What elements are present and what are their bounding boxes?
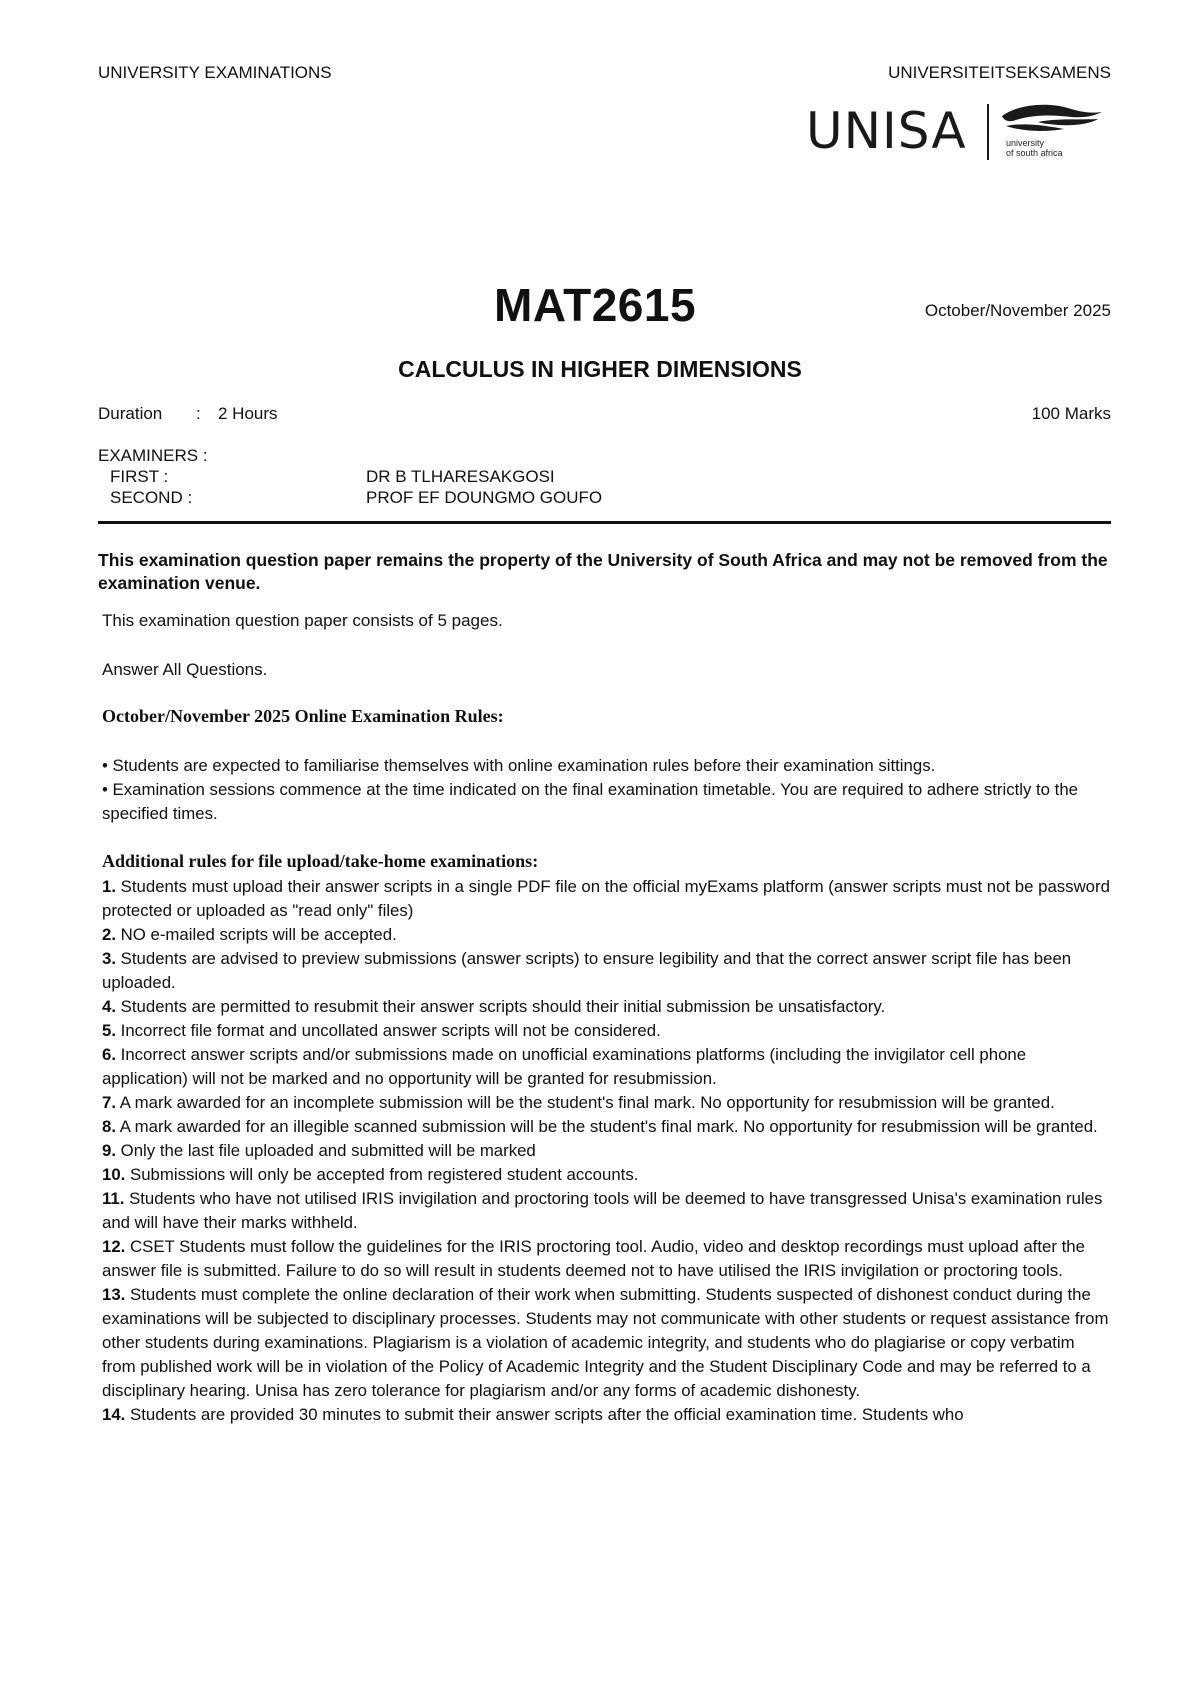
logo-wordmark: UNISA	[806, 102, 967, 160]
duration-value: 2 Hours	[218, 404, 278, 423]
rule-number: 11.	[102, 1189, 125, 1208]
list-item	[102, 1019, 1110, 1043]
second-examiner-name: PROF EF DOUNGMO GOUFO	[366, 488, 603, 507]
first-examiner-label: FIRST :	[110, 467, 169, 486]
pages-note: This examination question paper consists of 5 pages.	[102, 611, 503, 630]
rule-number: 3.	[102, 949, 116, 968]
rule-text: Students are provided 30 minutes to submit their answer scripts after the official examination time. Students who	[130, 1405, 964, 1424]
logo-sub-line2: of south africa	[1006, 148, 1063, 158]
rule-number: 8.	[102, 1117, 116, 1136]
rule-number: 14.	[102, 1405, 126, 1424]
list-item	[102, 1235, 1110, 1283]
rule-text: Students must upload their answer scripts in a single PDF file on the official myExams platform (answer scripts must not be password protected or uploaded as "read only" files)	[102, 877, 1110, 920]
rule-text: Students who have not utilised IRIS invigilation and proctoring tools will be deemed to have transgressed Unisa's examination rules and will have their marks withheld.	[102, 1189, 1103, 1232]
rule-text: A mark awarded for an illegible scanned submission will be the student's final mark. No opportunity for resubmission will be granted.	[119, 1117, 1098, 1136]
rule-number: 5.	[102, 1021, 116, 1040]
list-item	[102, 1115, 1110, 1139]
rule-number: 10.	[102, 1165, 126, 1184]
list-item	[102, 754, 1110, 778]
list-item	[102, 1283, 1110, 1403]
logo-divider	[987, 104, 989, 160]
header-left: UNIVERSITY EXAMINATIONS	[98, 63, 332, 82]
additional-rules-heading: Additional rules for file upload/take-home examinations:	[102, 851, 539, 871]
rule-text: CSET Students must follow the guidelines for the IRIS proctoring tool. Audio, video and desktop recordings must upload after the answer file is submitted. Failure to do so will result in students deemed not to have utilised the IRIS invigilation or proctoring tools.	[102, 1237, 1085, 1280]
rule-number: 12.	[102, 1237, 126, 1256]
rule-text: Only the last file uploaded and submitted will be marked	[120, 1141, 536, 1160]
list-item	[102, 923, 1110, 947]
additional-rules-list	[102, 875, 1110, 1427]
rule-number: 7.	[102, 1093, 116, 1112]
list-item	[102, 1043, 1110, 1091]
exam-date: October/November 2025	[924, 301, 1111, 320]
rule-number: 2.	[102, 925, 116, 944]
bullet-icon: •	[102, 756, 113, 775]
list-item	[102, 1187, 1110, 1235]
list-item	[102, 1163, 1110, 1187]
rule-text: Incorrect answer scripts and/or submissions made on unofficial examinations platforms (including the invigilator cell phone application) will not be marked and no opportunity will be granted for resubmission.	[102, 1045, 1027, 1088]
unisa-logo	[806, 100, 1110, 162]
list-item	[102, 778, 1110, 826]
rule-number: 1.	[102, 877, 116, 896]
rule-text: Submissions will only be accepted from registered student accounts.	[130, 1165, 639, 1184]
duration-separator: :	[196, 404, 201, 423]
list-item	[102, 875, 1110, 923]
answer-instruction: Answer All Questions.	[102, 660, 268, 679]
rule-text: Students are advised to preview submissions (answer scripts) to ensure legibility and that the correct answer script file has been uploaded.	[102, 949, 1072, 992]
online-rules-list	[102, 754, 1110, 826]
total-marks: 100 Marks	[1031, 404, 1111, 423]
list-item	[102, 995, 1110, 1019]
online-rule-text: Examination sessions commence at the time indicated on the final examination timetable. You are required to adhere strictly to the specified times.	[102, 780, 1079, 823]
rule-text: Students must complete the online declaration of their work when submitting. Students suspected of dishonest conduct during the examinations will be subjected to disciplinary processes. Students may not communicate with other students or request assistance from other students during examinations. Plagiarism is a violation of academic integrity, and students who do plagiarise or copy verbatim from published work will be in violation of the Policy of Academic Integrity and the Student Disciplinary Code and may be referred to a disciplinary hearing. Unisa has zero tolerance for plagiarism and/or any forms of academic dishonesty.	[102, 1285, 1109, 1400]
second-examiner-label: SECOND :	[110, 488, 193, 507]
rule-number: 4.	[102, 997, 116, 1016]
rule-text: A mark awarded for an incomplete submission will be the student's final mark. No opportunity for resubmission will be granted.	[119, 1093, 1055, 1112]
first-examiner-name: DR B TLHARESAKGOSI	[366, 467, 555, 486]
online-rules-heading: October/November 2025 Online Examination Rules:	[102, 706, 504, 726]
property-notice: This examination question paper remains the property of the University of South Africa and may not be removed from the examination venue.	[98, 550, 1108, 593]
list-item	[102, 1139, 1110, 1163]
module-code: MAT2615	[494, 279, 697, 331]
list-item	[102, 1091, 1110, 1115]
rule-number: 6.	[102, 1045, 116, 1064]
rule-number: 13.	[102, 1285, 126, 1304]
rule-text: Students are permitted to resubmit their answer scripts should their initial submission be unsatisfactory.	[120, 997, 886, 1016]
bird-emblem-icon	[998, 102, 1110, 136]
bullet-icon: •	[102, 780, 113, 799]
list-item	[102, 947, 1110, 995]
online-rule-text: Students are expected to familiarise themselves with online examination rules before their examination sittings.	[112, 756, 936, 775]
rule-text: Incorrect file format and uncollated answer scripts will not be considered.	[120, 1021, 661, 1040]
header-divider	[98, 521, 1111, 524]
logo-sub-line1: university	[1006, 138, 1045, 148]
duration-label: Duration	[98, 404, 163, 423]
rule-text: NO e-mailed scripts will be accepted.	[120, 925, 397, 944]
list-item	[102, 1403, 1110, 1427]
module-title: CALCULUS IN HIGHER DIMENSIONS	[398, 356, 802, 382]
examiners-heading: EXAMINERS :	[98, 446, 208, 465]
logo-subtitle	[1006, 138, 1063, 158]
header-right: UNIVERSITEITSEKSAMENS	[888, 63, 1111, 82]
rule-number: 9.	[102, 1141, 116, 1160]
